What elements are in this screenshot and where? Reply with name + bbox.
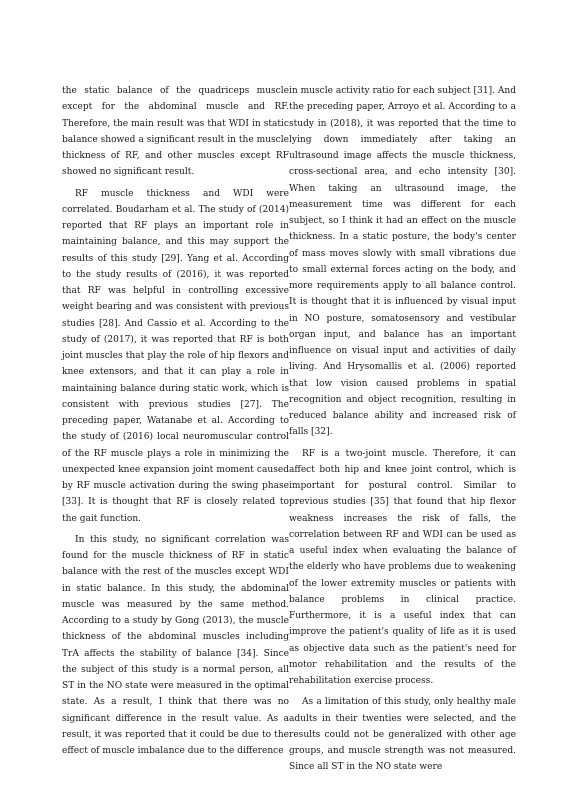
- paragraph: As a limitation of this study, only healthy male adults in their twenties were selected, and the results could not be generalized with other age groups, and muscle strength was not measured. Since all ST in the NO state were: [289, 697, 516, 773]
- paragraph: RF muscle thickness and WDI were correlated. Boudarham et al. The study of (2014) reported that RF plays an important role in maintaining balance, and this may support the results of this study [29]. Yang et al. According to the study results of (2016), it was reported that RF was helpful in controlling excessive weight bearing and was consistent with previous studies [28]. And Cassio et al. According to the study of (2017), it was reported that RF is both joint muscles that play the role of hip flexors and knee extensors, and that it can play a role in maintaining balance during static work, which is consistent with previous studies [27]. The preceding paper, Watanabe et al. According to the study of (2016) local neuromuscular control of the RF muscle plays a role in minimizing the unexpected knee expansion joint moment caused by RF muscle activation during the swing phase [33]. It is thought that RF is closely related to the gait function.: [62, 188, 289, 524]
- paragraph: RF is a two-joint muscle. Therefore, it can affect both hip and knee joint control, which is important for postural control. Similar to previous studies [35] that found that hip flexor weakness increases the risk of falls, the correlation between RF and WDI can be used as a useful index when evaluating the balance of the elderly who have problems due to weakening of the lower extremity muscles or patients with balance problems in clinical practice. Furthermore, it is a useful index that can improve the patient's quality of life as it is used as objective data such as the patient's need for motor rehabilitation and the results of the rehabilitation exercise process.: [289, 448, 516, 686]
- paragraph: the static balance of the quadriceps muscle except for the abdominal muscle and RF. Therefore, the main result was that WDI in static balance showed a significant result in the muscle thickness of RF, and other muscles except RF showed no significant result.: [62, 86, 289, 178]
- left-column: [62, 83, 289, 759]
- paragraph: in muscle activity ratio for each subject [31]. And the preceding paper, Arroyo et al. According to a study in (2018), it was reported that the time to lying down immediately after taking an ultrasound image affects the muscle thickness, cross-sectional area, and echo intensity [30]. When taking an ultrasound image, the measurement time was different for each subject, so I think it had an effect on the muscle thickness. In a static posture, the body's center of mass moves slowly with small vibrations due to small external forces acting on the body, and more requirements apply to all balance control. It is thought that it is influenced by visual input in NO posture, somatosensory and vestibular organ input, and balance has an important influence on visual input and activities of daily living. And Hrysomallis et al. (2006) reported that low vision caused problems in spatial recognition and object recognition, resulting in reduced balance ability and increased risk of falls [32].: [289, 86, 517, 438]
- right-column: [289, 83, 516, 776]
- paragraph: In this study, no significant correlation was found for the muscle thickness of RF in static balance with the rest of the muscles except WDI in static balance. In this study, the abdominal muscle was measured by the same method. According to a study by Gong (2013), the muscle thickness of the abdominal muscles including TrA affects the stability of balance [34]. Since the subject of this study is a normal person, all ST in the NO state were measured in the optimal state. As a result, I think that there was no significant difference in the result value. As a result, it was reported that it could be due to the effect of muscle imbalance due to the difference: [62, 534, 289, 756]
